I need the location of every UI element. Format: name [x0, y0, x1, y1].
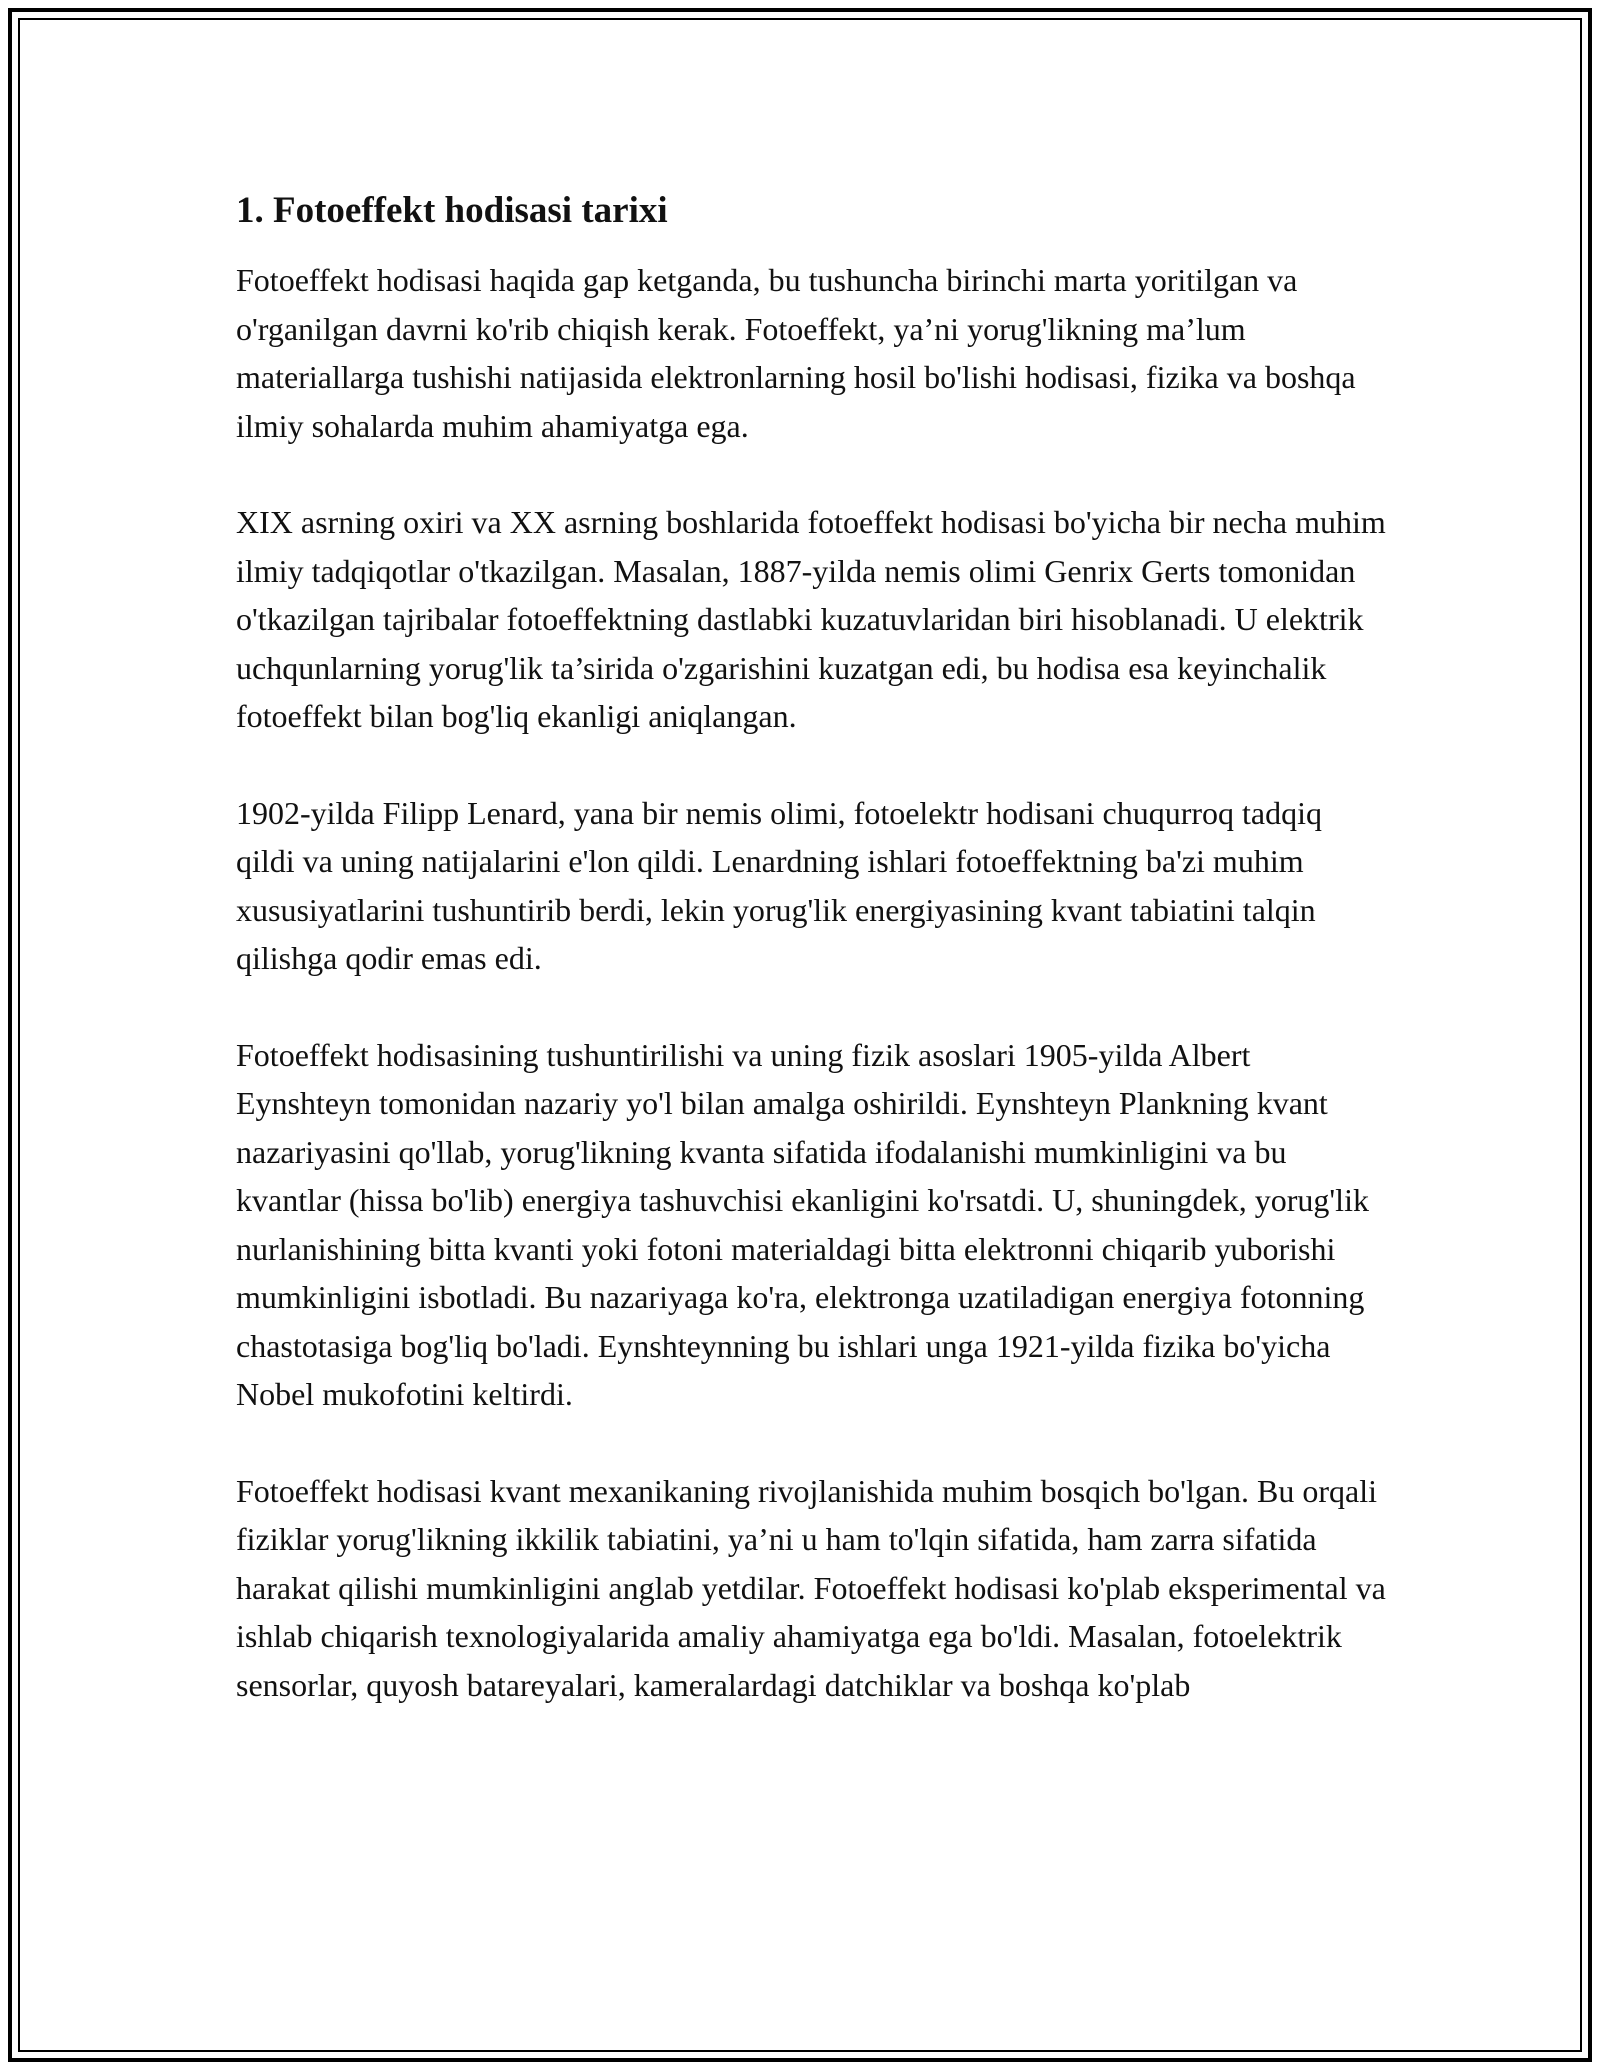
section-heading: 1. Fotoeffekt hodisasi tarixi: [236, 190, 668, 231]
document-body: [236, 186, 1386, 1757]
paragraph-5: Fotoeffekt hodisasi kvant mexanikaning rivojlanishida muhim bosqich bo'lgan. Bu orqali fiziklar yorug'likning ikkilik tabiatini, ya’ni u ham to'lqin sifatida, ham zarra sifatida harakat qilishi mumkinligini anglab yetdilar. Fotoeffekt hodisasi ko'plab eksperimental va ishlab chiqarish texnologiyalarida amaliy ahamiyatga ega bo'ldi. Masalan, fotoelektrik sensorlar, quyosh batareyalari, kameralardagi datchiklar va boshqa ko'plab: [236, 1472, 1386, 1703]
paragraph-2: XIX asrning oxiri va XX asrning boshlarida fotoeffekt hodisasi bo'yicha bir necha muhim ilmiy tadqiqotlar o'tkazilgan. Masalan, 1887-yilda nemis olimi Genrix Gerts tomonidan o'tkazilgan tajribalar fotoeffektning dastlabki kuzatuvlaridan biri hisoblanadi. U elektrik uchqunlarning yorug'lik ta’sirida o'zgarishini kuzatgan edi, bu hodisa esa keyinchalik fotoeffekt bilan bog'liq ekanligi aniqlangan.: [236, 504, 1386, 734]
paragraph-3: 1902-yilda Filipp Lenard, yana bir nemis olimi, fotoelektr hodisani chuqurroq tadqiq qildi va uning natijalarini e'lon qildi. Lenardning ishlari fotoeffektning ba'zi muhim xususiyatlarini tushuntirib berdi, lekin yorug'lik energiyasining kvant tabiatini talqin qilishga qodir emas edi.: [236, 794, 1322, 976]
paragraph-4: Fotoeffekt hodisasining tushuntirilishi va uning fizik asoslari 1905-yilda Albert Eynshteyn tomonidan nazariy yo'l bilan amalga oshirildi. Eynshteyn Plankning kvant nazariyasini qo'llab, yorug'likning kvanta sifatida ifodalanishi mumkinligini va bu kvantlar (hissa bo'lib) energiya tashuvchisi ekanligini ko'rsatdi. U, shuningdek, yorug'lik nurlanishining bitta kvanti yoki fotoni materialdagi bitta elektronni chiqarib yuborishi mumkinligini isbotladi. Bu nazariyaga ko'ra, elektronga uzatiladigan energiya fotonning chastotasiga bog'liq bo'ladi. Eynshteynning bu ishlari unga 1921-yilda fizika bo'yicha Nobel mukofotini keltirdi.: [236, 1036, 1369, 1412]
paragraph-1: Fotoeffekt hodisasi haqida gap ketganda, bu tushuncha birinchi marta yoritilgan va o'rganilgan davrni ko'rib chiqish kerak. Fotoeffekt, ya’ni yorug'likning ma’lum materiallarga tushishi natijasida elektronlarning hosil bo'lishi hodisasi, fizika va boshqa ilmiy sohalarda muhim ahamiyatga ega.: [236, 262, 1356, 444]
